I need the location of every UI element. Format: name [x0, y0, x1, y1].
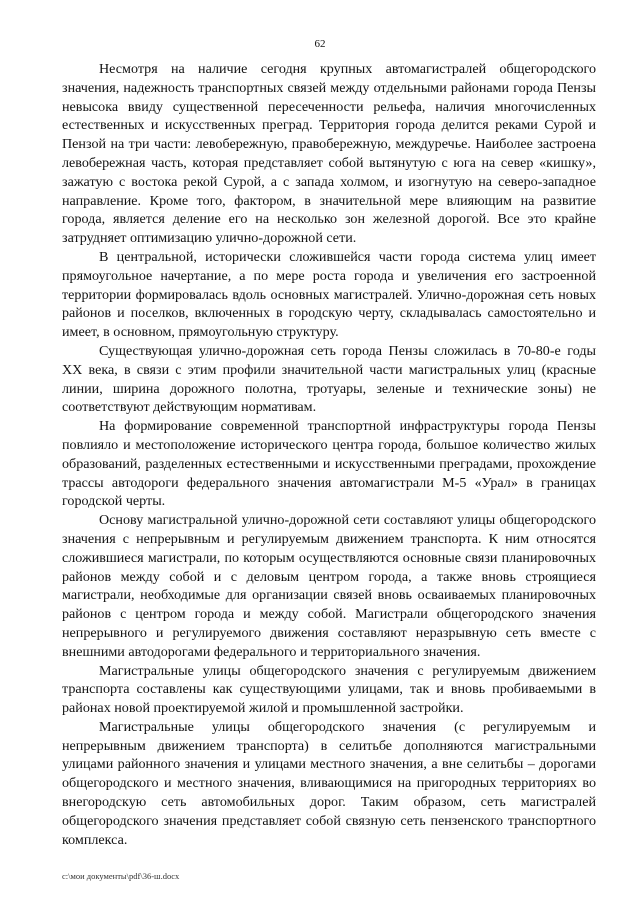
paragraph-relief-and-rivers: Несмотря на наличие сегодня крупных автомагистралей общегородского значения, надежность транспортных связей между отдельными районами города Пензы невысока ввиду существенной пересеченности рельефа, наличия многочисленных естественных и искусственных преград. Территория города делится реками Сурой и Пензой на три части: левобережную, правобережную, междуречье. Наиболее застроена левобережная часть, которая представляет собой вытянутую с юга на север «кишку», зажатую с востока рекой Сурой, а с запада холмом, и изогнутую на северо-западное направление. Кроме того, фактором, в значительной мере влияющим на развитие города, является деление его на несколько зон железной дорогой. Все это крайне затрудняет оптимизацию улично-дорожной сети. — [62, 61, 596, 247]
footer-file-path: c:\мои документы\pdf\36-ш.docx — [62, 871, 180, 881]
paragraph-regulated-streets: Магистральные улицы общегородского значения с регулируемым движением транспорта составлены как существующими улицами, так и вновь пробиваемыми в районах новой проектируемой жилой и промышленной застройки. — [62, 662, 596, 717]
paragraph-infrastructure-factors: На формирование современной транспортной инфраструктуры города Пензы повлияло и местоположение исторического центра города, большое количество жилых образований, разделенных естественными и искусственными преградами, прохождение трассы автодороги федерального значения автомагистрали М-5 «Урал» в границах городской черты. — [62, 418, 596, 510]
paragraph-network-complement: Магистральные улицы общегородского значения (с регулируемым и непрерывным движением транспорта) в селитьбе дополняются магистральными улицами районного значения и улицами местного значения, а вне селитьбы – дорогами общегородского и местного значения, вливающимися на пригородных территориях во внегородскую сеть автомобильных дорог. Таким образом, сеть магистралей общегородского значения представляет собой связную сеть пензенского транспортного комплекса. — [62, 718, 596, 848]
paragraph-existing-network: Существующая улично-дорожная сеть города Пензы сложилась в 70-80-е годы XX века, в связи с этим профили значительной части магистральных улиц (красные линии, ширина дорожного полотна, тротуары, зеленые и технические зоны) не соответствуют действующим нормативам. — [62, 342, 596, 416]
paragraph-central-street-grid: В центральной, исторически сложившейся части города система улиц имеет прямоугольное начертание, а по мере роста города и увеличения его застроенной территории формировалась вдоль основных магистралей. Улично-дорожная сеть новых районов и поселков, включенных в городскую черту, складывалась самостоятельно и имеет, в основном, прямоугольную структуру. — [62, 248, 596, 341]
document-body — [62, 60, 596, 849]
page-number: 62 — [314, 38, 326, 50]
paragraph-main-network-basis: Основу магистральной улично-дорожной сети составляют улицы общегородского значения с непрерывным и регулируемым движением транспорта. К ним относятся сложившиеся магистрали, по которым осуществляются основные связи планировочных районов между собой и с деловым центром города, а также вновь строящиеся магистрали, необходимые для организации связей вновь осваиваемых планировочных районов с центром города и между собой. Магистрали общегородского значения непрерывного и регулируемого движения составляют неразрывную сеть вместе с внешними автодорогами федерального и территориального значения. — [62, 512, 596, 660]
